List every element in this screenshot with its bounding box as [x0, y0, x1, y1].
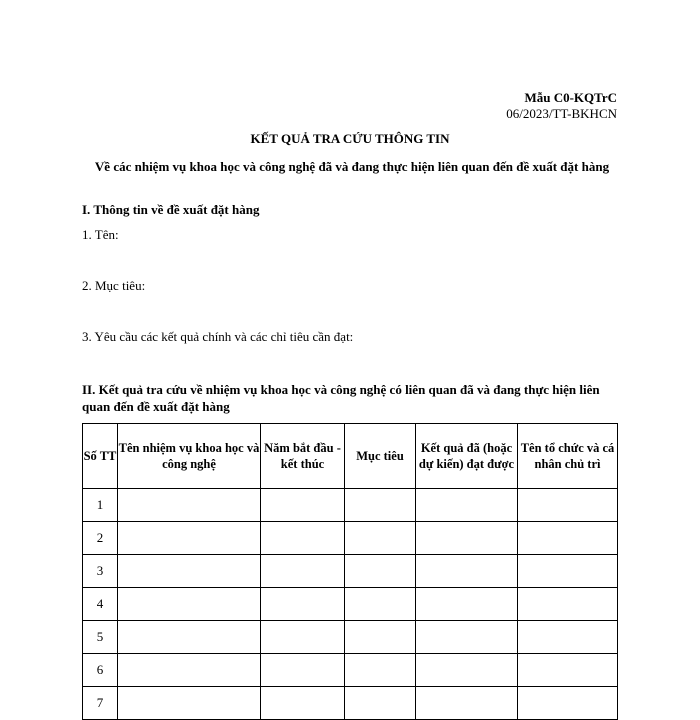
- cell-results[interactable]: [416, 621, 518, 654]
- cell-years[interactable]: [261, 588, 345, 621]
- cell-objective[interactable]: [345, 621, 416, 654]
- cell-years[interactable]: [261, 621, 345, 654]
- cell-years[interactable]: [261, 489, 345, 522]
- document-subtitle: Về các nhiệm vụ khoa học và công nghệ đã và đang thực hiện liên quan đến đề xuất đặt hàng: [94, 159, 610, 174]
- results-table: [82, 423, 618, 720]
- table-row: [83, 687, 618, 720]
- cell-objective[interactable]: [345, 654, 416, 687]
- cell-results[interactable]: [416, 687, 518, 720]
- cell-organization[interactable]: [518, 489, 618, 522]
- row-number: 5: [83, 621, 118, 654]
- cell-objective[interactable]: [345, 522, 416, 555]
- cell-results[interactable]: [416, 654, 518, 687]
- cell-results[interactable]: [416, 555, 518, 588]
- cell-results[interactable]: [416, 588, 518, 621]
- table-row: [83, 555, 618, 588]
- cell-objective[interactable]: [345, 588, 416, 621]
- cell-task-name[interactable]: [118, 621, 261, 654]
- row-number: 7: [83, 687, 118, 720]
- field-objective-label: 2. Mục tiêu:: [82, 278, 146, 293]
- cell-objective[interactable]: [345, 555, 416, 588]
- cell-results[interactable]: [416, 489, 518, 522]
- header-results: Kết quả đã (hoặc dự kiến) đạt được: [416, 424, 518, 489]
- form-code: [506, 90, 617, 122]
- header-task-name: Tên nhiệm vụ khoa học và công nghệ: [118, 424, 261, 489]
- table-row: [83, 654, 618, 687]
- cell-organization[interactable]: [518, 555, 618, 588]
- cell-objective[interactable]: [345, 687, 416, 720]
- header-organization: Tên tổ chức và cá nhân chủ trì: [518, 424, 618, 489]
- cell-task-name[interactable]: [118, 489, 261, 522]
- document-title: KẾT QUẢ TRA CỨU THÔNG TIN: [250, 131, 450, 146]
- field-requirements-label: 3. Yêu cầu các kết quả chính và các chỉ tiêu cần đạt:: [82, 329, 354, 344]
- section-1-heading: I. Thông tin về đề xuất đặt hàng: [82, 202, 260, 217]
- field-name-label: 1. Tên:: [82, 227, 119, 242]
- section-2-heading: II. Kết quả tra cứu về nhiệm vụ khoa học và công nghệ có liên quan đã và đang thực hiện liên quan đến đề xuất đặt hàng: [82, 382, 600, 414]
- cell-task-name[interactable]: [118, 588, 261, 621]
- cell-task-name[interactable]: [118, 555, 261, 588]
- row-number: 4: [83, 588, 118, 621]
- table-row: [83, 621, 618, 654]
- cell-objective[interactable]: [345, 489, 416, 522]
- table-row: [83, 489, 618, 522]
- header-index: Số TT: [83, 424, 118, 489]
- header-years: Năm bắt đầu - kết thúc: [261, 424, 345, 489]
- cell-task-name[interactable]: [118, 687, 261, 720]
- header-objective: Mục tiêu: [345, 424, 416, 489]
- table-header-row: [83, 424, 618, 489]
- row-number: 2: [83, 522, 118, 555]
- cell-years[interactable]: [261, 522, 345, 555]
- table-row: [83, 588, 618, 621]
- form-code-circular: 06/2023/TT-BKHCN: [506, 106, 617, 121]
- cell-years[interactable]: [261, 555, 345, 588]
- cell-organization[interactable]: [518, 654, 618, 687]
- cell-years[interactable]: [261, 687, 345, 720]
- cell-task-name[interactable]: [118, 654, 261, 687]
- cell-organization[interactable]: [518, 687, 618, 720]
- cell-task-name[interactable]: [118, 522, 261, 555]
- table-row: [83, 522, 618, 555]
- cell-organization[interactable]: [518, 621, 618, 654]
- row-number: 6: [83, 654, 118, 687]
- row-number: 1: [83, 489, 118, 522]
- cell-years[interactable]: [261, 654, 345, 687]
- cell-results[interactable]: [416, 522, 518, 555]
- cell-organization[interactable]: [518, 522, 618, 555]
- cell-organization[interactable]: [518, 588, 618, 621]
- row-number: 3: [83, 555, 118, 588]
- form-code-number: Mẫu C0-KQTrC: [524, 90, 617, 105]
